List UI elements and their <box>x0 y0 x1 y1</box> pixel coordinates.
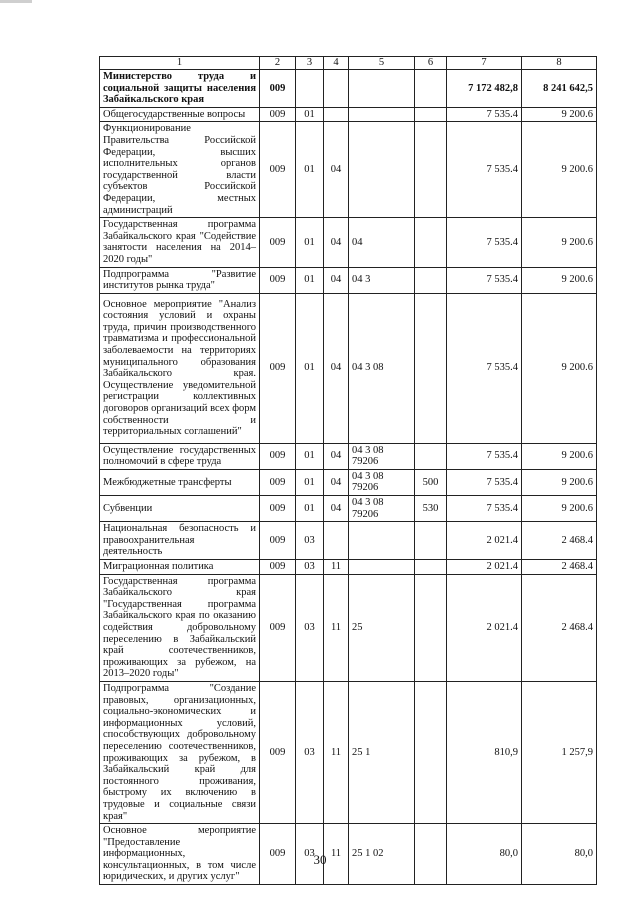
ministry-code: 009 <box>260 824 296 885</box>
ministry-code: 009 <box>260 496 296 522</box>
target-article: 04 3 08 79206 <box>349 469 415 495</box>
header-cell: 8 <box>522 57 597 70</box>
amount-col7: 7 535.4 <box>447 267 522 293</box>
amount-col8: 9 200.6 <box>522 443 597 469</box>
subsection-code: 11 <box>324 560 349 575</box>
amount-col8: 9 200.6 <box>522 218 597 267</box>
header-cell: 7 <box>447 57 522 70</box>
subsection-code: 04 <box>324 496 349 522</box>
subsection-code <box>324 70 349 108</box>
ministry-code: 009 <box>260 267 296 293</box>
amount-col7: 810,9 <box>447 681 522 823</box>
target-article <box>349 70 415 108</box>
subsection-code: 11 <box>324 824 349 885</box>
amount-col8: 9 200.6 <box>522 107 597 122</box>
subsection-code: 04 <box>324 267 349 293</box>
expense-type <box>415 560 447 575</box>
ministry-code: 009 <box>260 574 296 681</box>
expense-type <box>415 218 447 267</box>
table-row <box>100 522 597 560</box>
table-row <box>100 681 597 823</box>
ministry-code: 009 <box>260 70 296 108</box>
target-article: 25 1 02 <box>349 824 415 885</box>
target-article <box>349 122 415 218</box>
table-header-row <box>100 57 597 70</box>
table-row <box>100 496 597 522</box>
header-cell: 2 <box>260 57 296 70</box>
target-article: 04 3 <box>349 267 415 293</box>
row-name: Субвенции <box>100 496 260 522</box>
budget-table <box>99 56 597 885</box>
table-row <box>100 293 597 443</box>
section-code: 01 <box>296 293 324 443</box>
expense-type <box>415 293 447 443</box>
table-row <box>100 107 597 122</box>
amount-col8: 9 200.6 <box>522 267 597 293</box>
target-article <box>349 522 415 560</box>
subsection-code: 11 <box>324 681 349 823</box>
section-code: 03 <box>296 560 324 575</box>
ministry-code: 009 <box>260 122 296 218</box>
amount-col8: 9 200.6 <box>522 122 597 218</box>
row-name: Миграционная политика <box>100 560 260 575</box>
subsection-code: 04 <box>324 443 349 469</box>
amount-col8: 9 200.6 <box>522 469 597 495</box>
target-article: 25 1 <box>349 681 415 823</box>
section-code: 01 <box>296 469 324 495</box>
amount-col8: 8 241 642,5 <box>522 70 597 108</box>
amount-col7: 7 172 482,8 <box>447 70 522 108</box>
section-code: 01 <box>296 122 324 218</box>
section-code: 03 <box>296 574 324 681</box>
section-code: 03 <box>296 681 324 823</box>
amount-col7: 7 535.4 <box>447 122 522 218</box>
amount-col7: 7 535.4 <box>447 496 522 522</box>
ministry-code: 009 <box>260 107 296 122</box>
subsection-code <box>324 107 349 122</box>
table-row <box>100 218 597 267</box>
row-name: Министерство труда и социальной защиты населения Забайкальского края <box>100 70 260 108</box>
target-article: 04 3 08 79206 <box>349 443 415 469</box>
ministry-code: 009 <box>260 443 296 469</box>
section-code: 01 <box>296 443 324 469</box>
ministry-code: 009 <box>260 522 296 560</box>
row-name: Основное мероприятие "Анализ состояния условий и охраны труда, причин производственного травматизма и профессиональной заболеваемости на территориях муниципального образования Забайкальского края. Осуществление уведомительной регистрации коллективных договоров организаций всех форм собственности и территориальных соглашений" <box>100 293 260 443</box>
section-code: 03 <box>296 824 324 885</box>
amount-col7: 7 535.4 <box>447 293 522 443</box>
ministry-code: 009 <box>260 560 296 575</box>
row-name: Осуществление государственных полномочий в сфере труда <box>100 443 260 469</box>
target-article <box>349 560 415 575</box>
amount-col7: 7 535.4 <box>447 443 522 469</box>
ministry-code: 009 <box>260 218 296 267</box>
amount-col7: 2 021.4 <box>447 560 522 575</box>
amount-col8: 80,0 <box>522 824 597 885</box>
table-row <box>100 443 597 469</box>
amount-col7: 80,0 <box>447 824 522 885</box>
amount-col7: 2 021.4 <box>447 574 522 681</box>
target-article <box>349 107 415 122</box>
row-name: Национальная безопасность и правоохранительная деятельность <box>100 522 260 560</box>
amount-col7: 7 535.4 <box>447 218 522 267</box>
row-name: Межбюджетные трансферты <box>100 469 260 495</box>
table-row <box>100 469 597 495</box>
header-cell: 3 <box>296 57 324 70</box>
section-code: 01 <box>296 218 324 267</box>
header-cell: 5 <box>349 57 415 70</box>
table-row <box>100 560 597 575</box>
expense-type <box>415 681 447 823</box>
subsection-code: 11 <box>324 574 349 681</box>
section-code: 01 <box>296 267 324 293</box>
expense-type <box>415 574 447 681</box>
ministry-code: 009 <box>260 681 296 823</box>
expense-type: 530 <box>415 496 447 522</box>
amount-col8: 9 200.6 <box>522 496 597 522</box>
amount-col7: 7 535.4 <box>447 469 522 495</box>
table-row <box>100 70 597 108</box>
expense-type <box>415 107 447 122</box>
ministry-code: 009 <box>260 293 296 443</box>
subsection-code: 04 <box>324 293 349 443</box>
expense-type: 500 <box>415 469 447 495</box>
row-name: Государственная программа Забайкальского края "Содействие занятости населения на 2014–2020 годы" <box>100 218 260 267</box>
amount-col8: 2 468.4 <box>522 560 597 575</box>
subsection-code: 04 <box>324 122 349 218</box>
section-code: 01 <box>296 496 324 522</box>
expense-type <box>415 267 447 293</box>
expense-type <box>415 122 447 218</box>
page-number: 30 <box>313 852 327 867</box>
header-cell: 1 <box>100 57 260 70</box>
row-name: Общегосударственные вопросы <box>100 107 260 122</box>
ministry-code: 009 <box>260 469 296 495</box>
amount-col8: 1 257,9 <box>522 681 597 823</box>
target-article: 25 <box>349 574 415 681</box>
section-code: 01 <box>296 107 324 122</box>
amount-col8: 2 468.4 <box>522 522 597 560</box>
header-cell: 6 <box>415 57 447 70</box>
header-cell: 4 <box>324 57 349 70</box>
subsection-code: 04 <box>324 218 349 267</box>
row-name: Государственная программа Забайкальского края "Государственная программа Забайкальского края по оказанию содействия добровольному переселению в Забайкальский край соотечественников, проживающих за рубежом, на 2013–2020 годы" <box>100 574 260 681</box>
section-code: 03 <box>296 522 324 560</box>
scan-corner-mark <box>0 0 32 3</box>
subsection-code: 04 <box>324 469 349 495</box>
subsection-code <box>324 522 349 560</box>
row-name: Подпрограмма "Развитие институтов рынка труда" <box>100 267 260 293</box>
table-row <box>100 267 597 293</box>
section-code <box>296 70 324 108</box>
target-article: 04 3 08 <box>349 293 415 443</box>
row-name: Основное мероприятие "Предоставление информационных, консультационных, в том числе юридических, и других услуг" <box>100 824 260 885</box>
amount-col7: 7 535.4 <box>447 107 522 122</box>
target-article: 04 3 08 79206 <box>349 496 415 522</box>
target-article: 04 <box>349 218 415 267</box>
expense-type <box>415 443 447 469</box>
table-row <box>100 122 597 218</box>
row-name: Функционирование Правительства Российской Федерации, высших исполнительных органов государственной власти субъектов Российской Федерации, местных администраций <box>100 122 260 218</box>
table-row <box>100 574 597 681</box>
amount-col8: 2 468.4 <box>522 574 597 681</box>
amount-col8: 9 200.6 <box>522 293 597 443</box>
row-name: Подпрограмма "Создание правовых, организационных, социально-экономических и информационных условий, способствующих добровольному переселению соотечественников, проживающих за рубежом, в Забайкальский край для постоянного проживания, быстрому их включению в трудовые и социальные связи края" <box>100 681 260 823</box>
expense-type <box>415 70 447 108</box>
amount-col7: 2 021.4 <box>447 522 522 560</box>
expense-type <box>415 522 447 560</box>
